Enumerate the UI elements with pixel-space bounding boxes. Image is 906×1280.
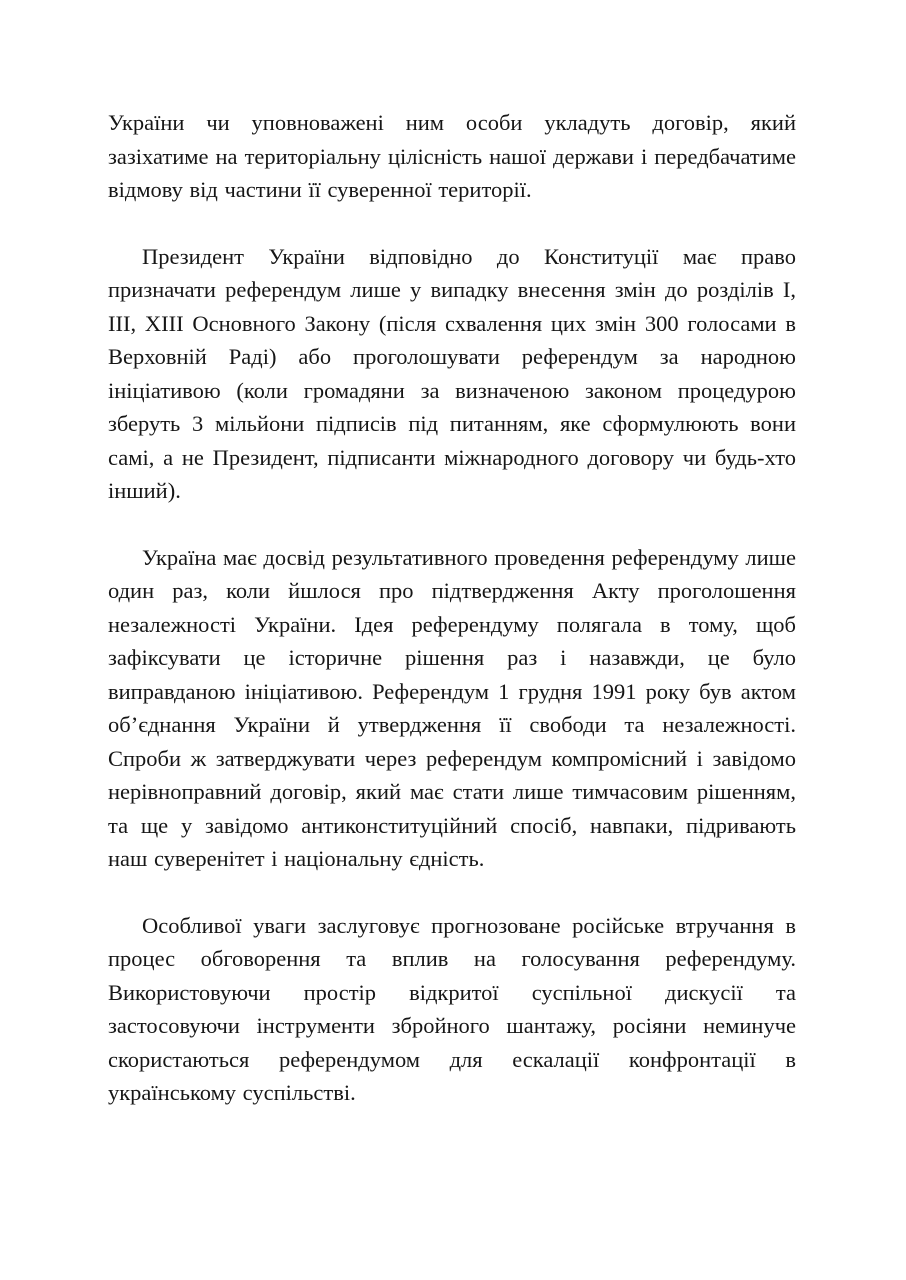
- paragraph-russian-interference: Особливої уваги заслуговує прогнозоване російське втручання в процес обговорення та вплив на голосування референдуму. Використовуючи простір відкритої суспільної дискусії та застосовуючи інструменти збройного шантажу, росіяни неминуче скористаються референдумом для ескалації конфронтації в українському суспільстві.: [108, 912, 796, 1105]
- paragraph-territorial-integrity: України чи уповноважені ним особи укладуть договір, який зазіхатиме на територіальну цілісність нашої держави і передбачатиме відмову від частини її суверенної території.: [108, 110, 796, 202]
- document-text-block: [108, 106, 796, 1143]
- paragraph-president-referendum-powers: Президент України відповідно до Конституції має право призначати референдум лише у випадку внесення змін до розділів I, III, XIII Основного Закону (після схвалення цих змін 300 голосами в Верховній Раді) або проголошувати референдум за народною ініціативою (коли громадяни за визначеною законом процедурою зберуть 3 мільйони підписів під питанням, яке сформулюють вони самі, а не Президент, підписанти міжнародного договору чи будь-хто інший).: [108, 243, 796, 503]
- paragraph-1991-referendum-experience: Україна має досвід результативного проведення референдуму лише один раз, коли йшлося про підтвердження Акту проголошення незалежності України. Ідея референдуму полягала в тому, щоб зафіксувати це історичне рішення раз і назавжди, це було виправданою ініціативою. Референдум 1 грудня 1991 року був актом об’єднання України й утвердження її свободи та незалежності. Спроби ж затверджувати через референдум компромісний і завідомо нерівноправний договір, який має стати лише тимчасовим рішенням, та ще у завідомо антиконституційний спосіб, навпаки, підривають наш суверенітет і національну єдність.: [108, 544, 796, 871]
